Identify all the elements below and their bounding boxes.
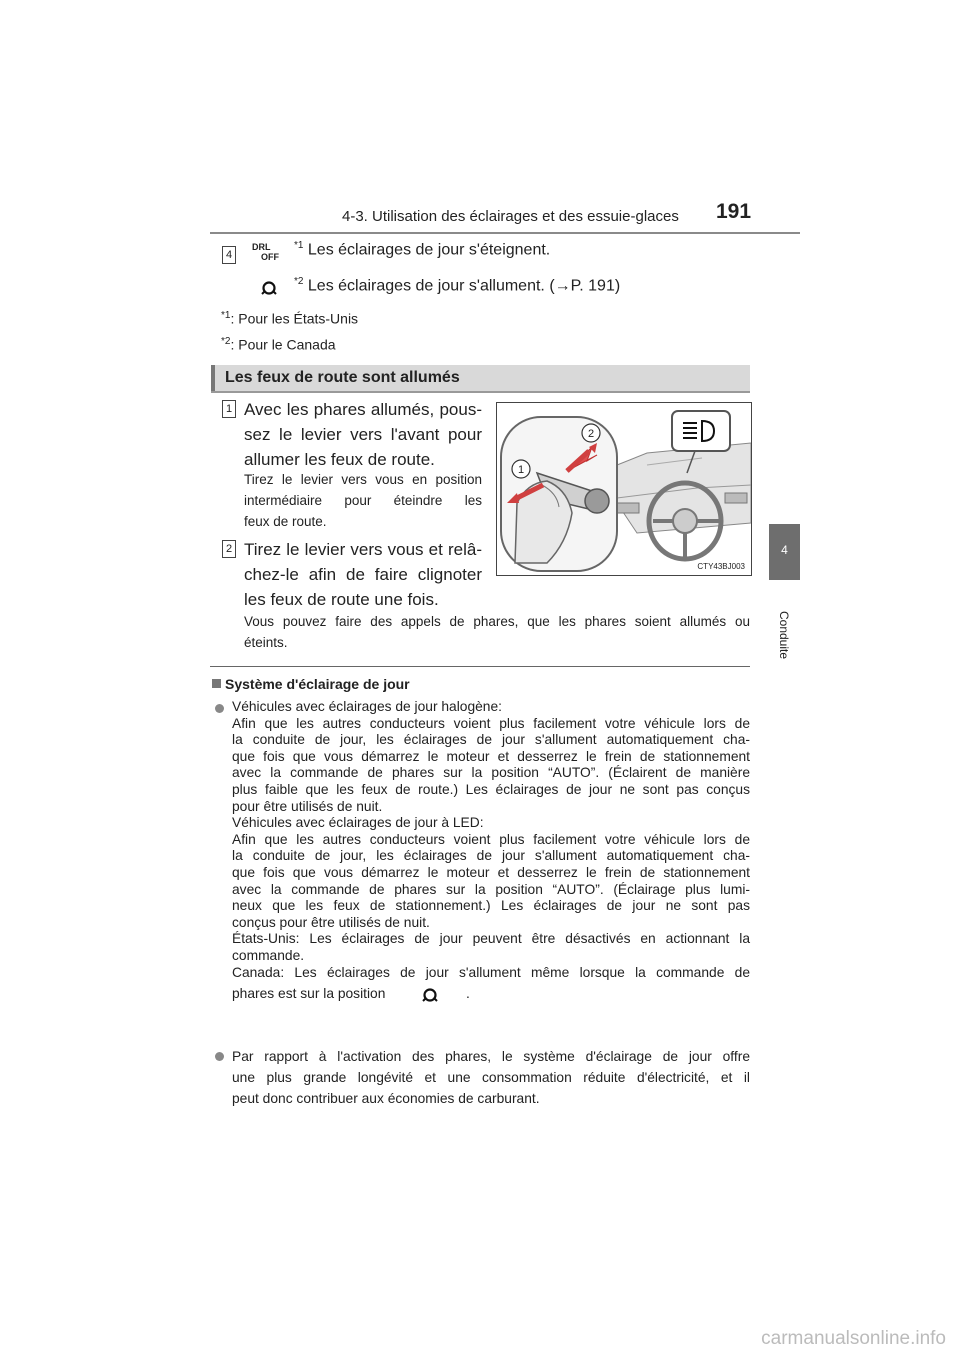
note-line-end: . [466, 986, 470, 1002]
note-line: pour être utilisés de nuit. [232, 798, 383, 814]
note-line: Afin que les autres conducteurs voient plus facilement votre véhicule lors de [232, 831, 750, 847]
step1-text [244, 397, 482, 472]
step2-line: chez-le afin de faire clignoter [244, 565, 482, 584]
note-line: avec la commande de phares sur la position “AUTO”. (Éclairage plus lumi- [232, 881, 750, 897]
note-line: Véhicules avec éclairages de jour halogène: [232, 699, 502, 714]
step2-text [244, 537, 482, 612]
item-number-box: 4 [222, 246, 236, 264]
note-line: que fois que vous démarrez le moteur et desserrez le frein de stationnement [232, 864, 750, 880]
note-line: commande. [232, 947, 305, 963]
drl-on-line: Les éclairages de jour s'allument. (→P. 191) [307, 277, 621, 295]
step-number-box: 2 [222, 540, 236, 558]
step2-line: les feux de route une fois. [244, 590, 439, 609]
note-line: la conduite de jour, les éclairages de jour s'allument automatiquement cha- [232, 732, 750, 748]
note-heading [212, 676, 410, 692]
drl-icon-line2: OFF [261, 252, 279, 262]
footnote-canada-text: : Pour le Canada [230, 336, 336, 353]
bullet-icon [215, 1052, 224, 1061]
figure-label-2: 2 [587, 428, 595, 440]
note-line-with-icon [232, 986, 750, 1003]
drl-off-text: $^{*1}$ Les éclairages de jour s'éteignent. [294, 240, 551, 259]
step-number-box: 1 [222, 400, 236, 418]
headlamp-icon [422, 987, 438, 1003]
drl-icon-line1: DRL [252, 242, 271, 252]
note-line: avec la commande de phares sur la position “AUTO”. (Éclairent de manière [232, 765, 750, 781]
step1-sub-line: Tirez le levier vers vous en position [244, 472, 482, 487]
drl-off-icon [250, 243, 288, 263]
drl-off-line: Les éclairages de jour s'éteignent. [307, 241, 551, 259]
step1-sub-line: intermédiaire pour éteindre les [244, 493, 482, 508]
note-line: que fois que vous démarrez le moteur et desserrez le frein de stationnement [232, 748, 750, 764]
section-header-bar [211, 365, 215, 391]
note-line: phares est sur la position [232, 986, 386, 1002]
lever-illustration-drawing [497, 403, 751, 575]
step1-line: Avec les phares allumés, pous- [244, 400, 482, 419]
note-bullet2 [232, 1046, 750, 1109]
note-line: la conduite de jour, les éclairages de jour s'allument automatiquement cha- [232, 848, 750, 864]
chapter-tab-number: 4 [781, 543, 788, 557]
note-line: Par rapport à l'activation des phares, le système d'éclairage de jour offre [232, 1049, 750, 1064]
footnote-usa-text: : Pour les États-Unis [230, 310, 359, 327]
note-line: Afin que les autres conducteurs voient plus facilement votre véhicule lors de [232, 715, 750, 731]
step2-sub-line: éteints. [244, 635, 288, 650]
note-line: une plus grande longévité et une consommation réduite d'électricité, et il [232, 1070, 750, 1085]
lever-illustration [496, 402, 752, 576]
drl-on-text: $^{*2}$ Les éclairages de jour s'allument. (→P. 191) [294, 276, 621, 295]
page-number: 191 [716, 200, 752, 223]
note-bullet1 [232, 699, 750, 1003]
footnote-usa: $^{*1}$: Pour les États-Unis [221, 310, 359, 327]
note-line: neux que les feux de stationnement.) Les éclairages de jour ne sont pas [232, 898, 750, 914]
footnote-canada: $^{*2}$: Pour le Canada [221, 336, 336, 353]
step2-line: Tirez le levier vers vous et relâ- [244, 540, 482, 559]
note-line: États-Unis: Les éclairages de jour peuvent être désactivés en actionnant la [232, 931, 750, 947]
note-line: plus faible que les feux de route.) Les éclairages de jour ne sont pas conçus [232, 781, 750, 797]
square-bullet-icon [212, 679, 221, 688]
chapter-label [768, 590, 800, 680]
note-line: Canada: Les éclairages de jour s'allument même lorsque la commande de [232, 964, 750, 980]
bullet-icon [215, 704, 224, 713]
note-line: Véhicules avec éclairages de jour à LED: [232, 815, 484, 831]
watermark: carmanualsonline.info [761, 1328, 946, 1349]
note-heading-text: Système d'éclairage de jour [225, 676, 410, 692]
chapter-label-text: Conduite [777, 610, 791, 660]
step1-sub-line: feux de route. [244, 514, 327, 529]
step2-sub-line: Vous pouvez faire des appels de phares, que les phares soient allumés ou [244, 614, 750, 629]
step1-subtext [244, 469, 482, 532]
section-header [211, 365, 750, 393]
section-title: 4-3. Utilisation des éclairages et des essuie-glaces [342, 208, 679, 225]
note-line: peut donc contribuer aux économies de carburant. [232, 1091, 540, 1106]
note-line: conçus pour être utilisés de nuit. [232, 914, 430, 930]
step1-line: allumer les feux de route. [244, 450, 435, 469]
figure-code: CTY43BJ003 [697, 562, 745, 571]
figure-label-1: 1 [517, 464, 525, 476]
step1-line: sez le levier vers l'avant pour [244, 425, 482, 444]
header-rule [210, 232, 800, 234]
headlamp-icon [261, 280, 277, 296]
step2-subtext [244, 611, 750, 653]
note-rule [210, 666, 750, 667]
section-header-title: Les feux de route sont allumés [225, 369, 460, 386]
